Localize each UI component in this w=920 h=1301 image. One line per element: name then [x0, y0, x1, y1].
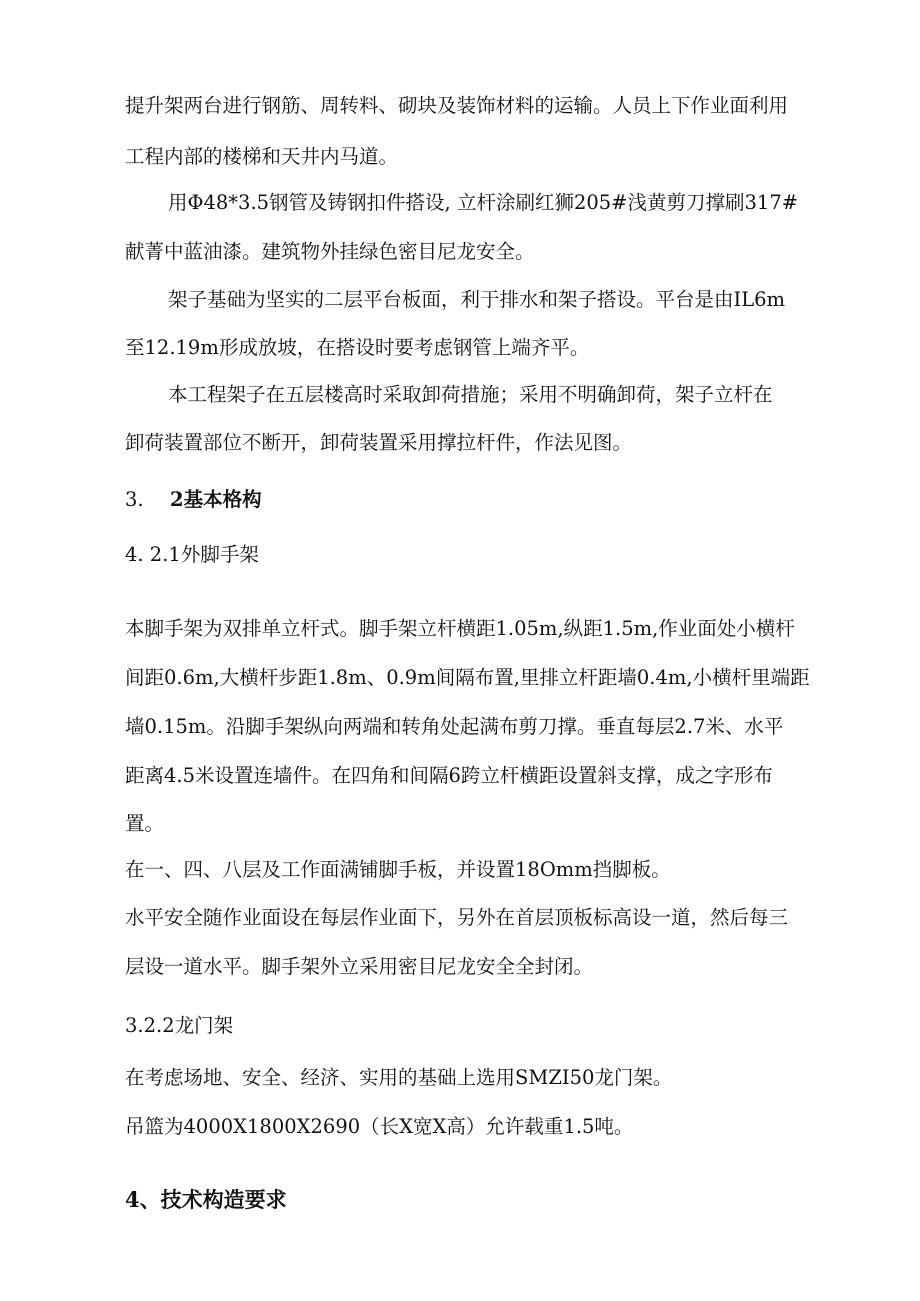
subsection-heading: 3.2.2龙门架 — [125, 1014, 234, 1037]
paragraph-line: 墙0.15m。沿脚手架纵向两端和转角处起满布剪刀撑。垂直每层2.7米、水平 — [125, 715, 784, 738]
paragraph-line: 在一、四、八层及工作面满铺脚手板，并设置18Omm挡脚板。 — [125, 858, 671, 881]
paragraph-line: 献菁中蓝油漆。建筑物外挂绿色密目尼龙安全。 — [125, 240, 535, 263]
paragraph-line: 提升架两台进行钢筋、周转料、砌块及装饰材料的运输。人员上下作业面利用 — [125, 94, 789, 117]
subsection-heading: 4. 2.1外脚手架 — [125, 543, 259, 566]
paragraph-line: 水平安全随作业面设在每层作业面下，另外在首层顶板标高设一道，然后每三 — [125, 906, 789, 929]
section-title: 2基本格构 — [170, 488, 262, 511]
paragraph-line: 距离4.5米设置连墙件。在四角和间隔6跨立杆横距设置斜支撑，成之字形布 — [125, 764, 773, 787]
section-heading: 4、技术构造要求 — [125, 1187, 287, 1212]
paragraph-line: 在考虑场地、安全、经济、实用的基础上选用SMZI50龙门架。 — [125, 1066, 673, 1089]
paragraph-line: 卸荷装置部位不断开，卸荷装置采用撑拉杆件，作法见图。 — [125, 431, 633, 454]
paragraph-line: 间距0.6m,大横杆步距1.8m、0.9m间隔布置,里排立杆距墙0.4m,小横杆里端距 — [125, 666, 810, 689]
paragraph-line: 架子基础为坚实的二层平台板面，利于排水和架子搭设。平台是由IL6m — [168, 288, 786, 311]
paragraph-line: 吊篮为4000X1800X2690（长X宽X高）允许载重1.5吨。 — [125, 1115, 634, 1138]
section-number: 3. — [125, 488, 144, 511]
section-heading — [125, 487, 262, 513]
paragraph-line: 层设一道水平。脚手架外立采用密目尼龙安全全封闭。 — [125, 955, 594, 978]
paragraph-line: 至12.19m形成放坡，在搭设时要考虑钢管上端齐平。 — [125, 336, 590, 359]
paragraph-line: 用Φ48*3.5钢管及铸钢扣件搭设, 立杆涂刷红狮205#浅黄剪刀撑刷317# — [168, 191, 799, 214]
paragraph-line: 本脚手架为双排单立杆式。脚手架立杆横距1.05m,纵距1.5m,作业面处小横杆 — [125, 617, 795, 640]
paragraph-line: 本工程架子在五层楼高时采取卸荷措施；采用不明确卸荷，架子立杆在 — [168, 383, 773, 406]
paragraph-line: 置。 — [125, 812, 165, 835]
paragraph-line: 工程内部的楼梯和天井内马道。 — [125, 145, 399, 168]
